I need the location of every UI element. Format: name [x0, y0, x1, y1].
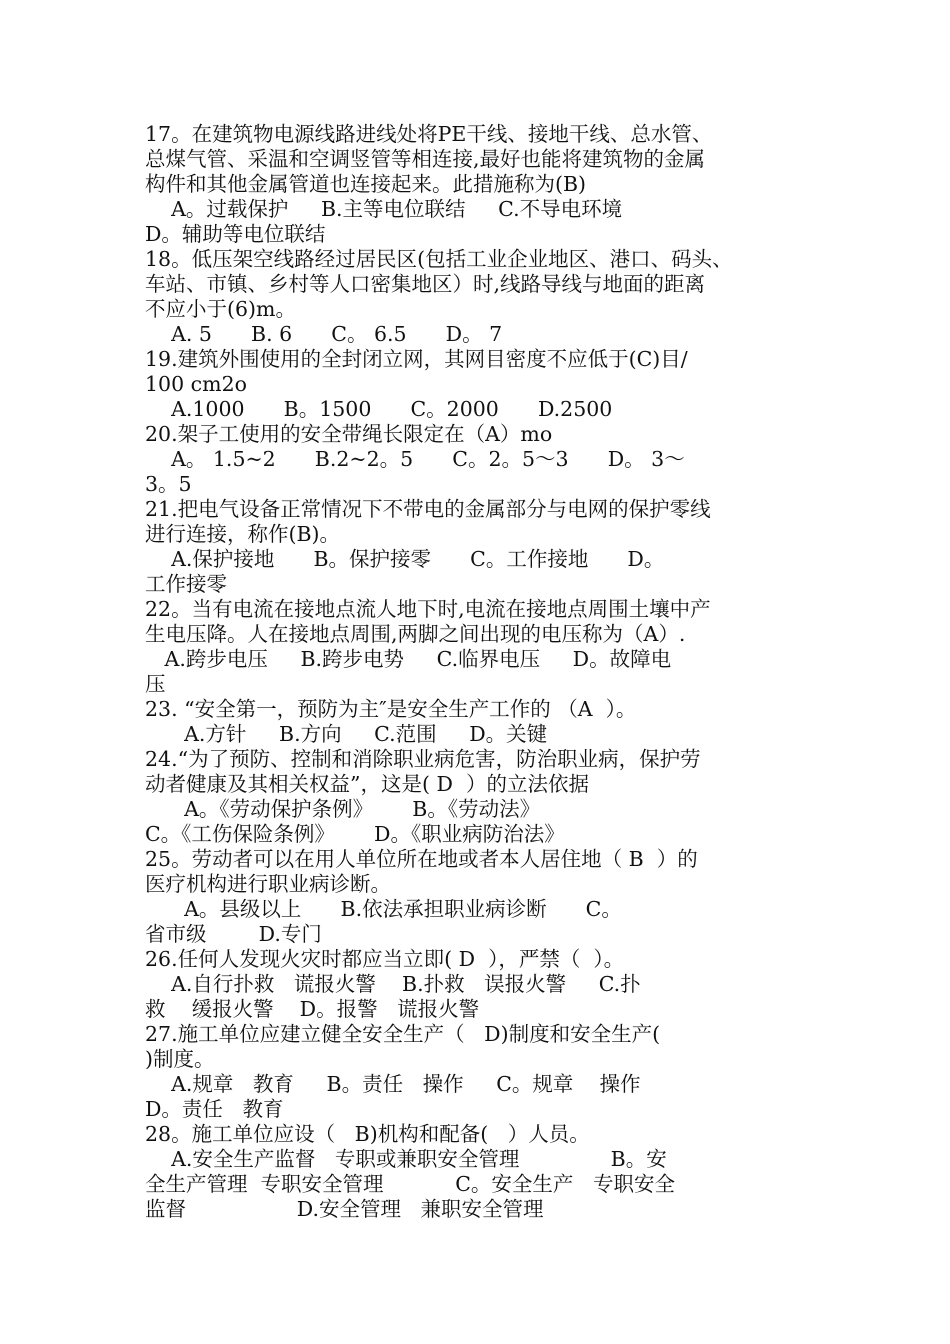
text-line: 27.施工单位应建立健全安全生产（ D)制度和安全生产(: [145, 1022, 661, 1046]
text-line: C。《工伤保险条例》 D。《职业病防治法》: [145, 822, 565, 846]
text-line: 监督 D.安全管理 兼职安全管理: [145, 1197, 544, 1221]
text-line: 20.架子工使用的安全带绳长限定在（A）mo: [145, 422, 553, 446]
text-line: 全生产管理 专职安全管理 C。安全生产 专职安全: [145, 1172, 675, 1196]
text-line: 22。当有电流在接地点流人地下时,电流在接地点周围土壤中产: [145, 597, 711, 621]
text-line: 28。施工单位应设（ B)机构和配备( ）人员。: [145, 1122, 590, 1146]
text-line: 医疗机构进行职业病诊断。: [145, 872, 391, 896]
text-line: )制度。: [145, 1047, 215, 1071]
text-line: 3。5: [145, 472, 192, 496]
text-line: 构件和其他金属管道也连接起来。此措施称为(B): [145, 172, 587, 196]
text-line: 压: [145, 672, 166, 696]
text-line: 省市级 D.专门: [145, 922, 322, 946]
text-line: 25。劳动者可以在用人单位所在地或者本人居住地（ B ）的: [145, 847, 698, 871]
text-line: A.规章 教育 B。责任 操作 C。规章 操作: [145, 1072, 641, 1096]
text-line: 动者健康及其相关权益”，这是( D ）的立法依据: [145, 772, 589, 796]
text-line: D。辅助等电位联结: [145, 222, 326, 246]
text-line: 进行连接，称作(B)。: [145, 522, 341, 546]
text-line: 不应小于(6)m。: [145, 297, 296, 321]
text-line: D。责任 教育: [145, 1097, 284, 1121]
text-line: 23. “安全第一，预防为主″是安全生产工作的 （A ）。: [145, 697, 637, 721]
text-line: 救 缓报火警 D。报警 谎报火警: [145, 997, 480, 1021]
text-line: A.自行扑救 谎报火警 B.扑救 误报火警 C.扑: [145, 972, 641, 996]
text-line: A. 5 B. 6 C。 6.5 D。 7: [145, 322, 503, 346]
text-line: 17。在建筑物电源线路进线处将PE干线、接地干线、总水管、: [145, 122, 713, 146]
text-line: A.安全生产监督 专职或兼职安全管理 B。安: [145, 1147, 667, 1171]
text-line: 18。低压架空线路经过居民区(包括工业企业地区、港口、码头、: [145, 247, 733, 271]
text-line: A。 1.5~2 B.2~2。5 C。2。5～3 D。 3～: [145, 447, 685, 471]
text-line: A。《劳动保护条例》 B。《劳动法》: [145, 797, 541, 821]
text-line: A.方针 B.方向 C.范围 D。关键: [145, 722, 548, 746]
text-line: 21.把电气设备正常情况下不带电的金属部分与电网的保护零线: [145, 497, 711, 521]
text-line: 总煤气管、采温和空调竖管等相连接,最好也能将建筑物的金属: [145, 147, 706, 171]
text-line: 生电压降。人在接地点周围,两脚之间出现的电压称为（A）.: [145, 622, 686, 646]
text-line: A.1000 B。1500 C。2000 D.2500: [145, 397, 613, 421]
text-line: 工作接零: [145, 572, 227, 596]
text-line: 26.任何人发现火灾时都应当立即( D ），严禁（ ）。: [145, 947, 625, 971]
text-line: A。过载保护 B.主等电位联结 C.不导电环境: [145, 197, 623, 221]
text-line: A.跨步电压 B.跨步电势 C.临界电压 D。故障电: [145, 647, 672, 671]
text-line: A。县级以上 B.依法承担职业病诊断 C。: [145, 897, 622, 921]
text-line: 车站、市镇、乡村等人口密集地区）时,线路导线与地面的距离: [145, 272, 706, 296]
text-line: 24.“为了预防、控制和消除职业病危害，防治职业病，保护劳: [145, 747, 701, 771]
text-line: A.保护接地 B。保护接零 C。工作接地 D。: [145, 547, 665, 571]
document-text: [145, 122, 815, 1222]
text-line: 100 cm2o: [145, 372, 247, 396]
text-line: 19.建筑外围使用的全封闭立网，其网目密度不应低于(C)目/: [145, 347, 688, 371]
